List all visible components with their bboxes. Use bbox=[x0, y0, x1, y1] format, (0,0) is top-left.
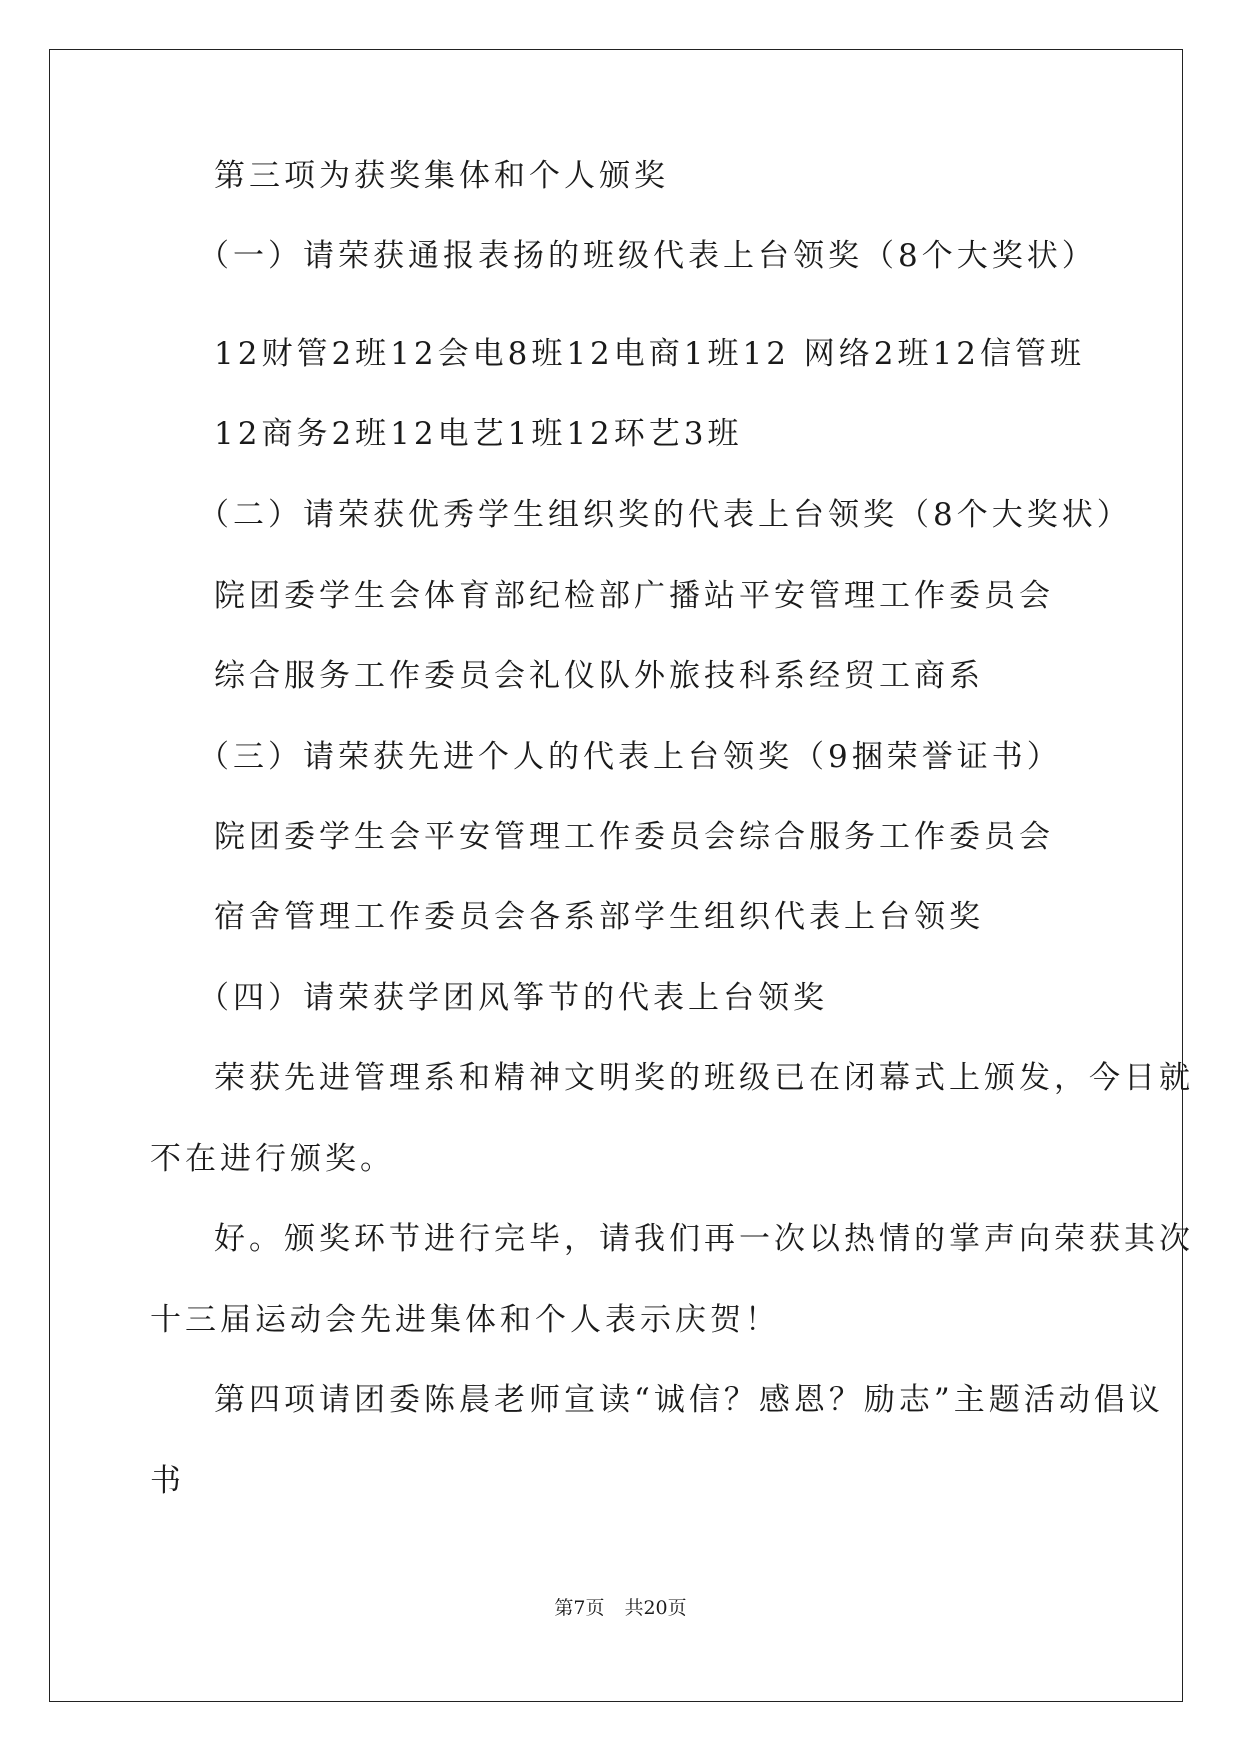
paragraph-line: （二）请荣获优秀学生组织奖的代表上台领奖（8个大奖状） bbox=[198, 497, 1132, 533]
page-total: 共20页 bbox=[624, 1597, 687, 1619]
paragraph-line: （三）请荣获先进个人的代表上台领奖（9捆荣誉证书） bbox=[198, 739, 1062, 775]
paragraph-line: 院团委学生会平安管理工作委员会综合服务工作委员会 bbox=[214, 819, 1054, 855]
paragraph-line: 院团委学生会体育部纪检部广播站平安管理工作委员会 bbox=[214, 578, 1054, 614]
page-number: 第7页 bbox=[554, 1597, 605, 1619]
paragraph-line: 第四项请团委陈晨老师宣读“诚信？感恩？励志”主题活动倡议 bbox=[214, 1382, 1164, 1418]
page-footer bbox=[0, 1596, 1241, 1620]
paragraph-line: 书 bbox=[150, 1463, 185, 1499]
paragraph-line: 综合服务工作委员会礼仪队外旅技科系经贸工商系 bbox=[214, 658, 984, 694]
page-border bbox=[49, 49, 1183, 1702]
paragraph-line: （四）请荣获学团风筝节的代表上台领奖 bbox=[198, 980, 828, 1016]
paragraph-line: 第三项为获奖集体和个人颁奖 bbox=[214, 158, 669, 194]
paragraph-line: 荣获先进管理系和精神文明奖的班级已在闭幕式上颁发，今日就 bbox=[214, 1060, 1194, 1096]
paragraph-line: 好。颁奖环节进行完毕，请我们再一次以热情的掌声向荣获其次 bbox=[214, 1221, 1194, 1257]
paragraph-line: （一）请荣获通报表扬的班级代表上台领奖（8个大奖状） bbox=[198, 238, 1097, 274]
paragraph-line: 不在进行颁奖。 bbox=[150, 1141, 395, 1177]
paragraph-line: 十三届运动会先进集体和个人表示庆贺！ bbox=[150, 1302, 780, 1338]
paragraph-line: 12财管2班12会电8班12电商1班12 网络2班12信管班 bbox=[214, 336, 1085, 372]
paragraph-line: 12商务2班12电艺1班12环艺3班 bbox=[214, 416, 743, 452]
paragraph-line: 宿舍管理工作委员会各系部学生组织代表上台领奖 bbox=[214, 899, 984, 935]
